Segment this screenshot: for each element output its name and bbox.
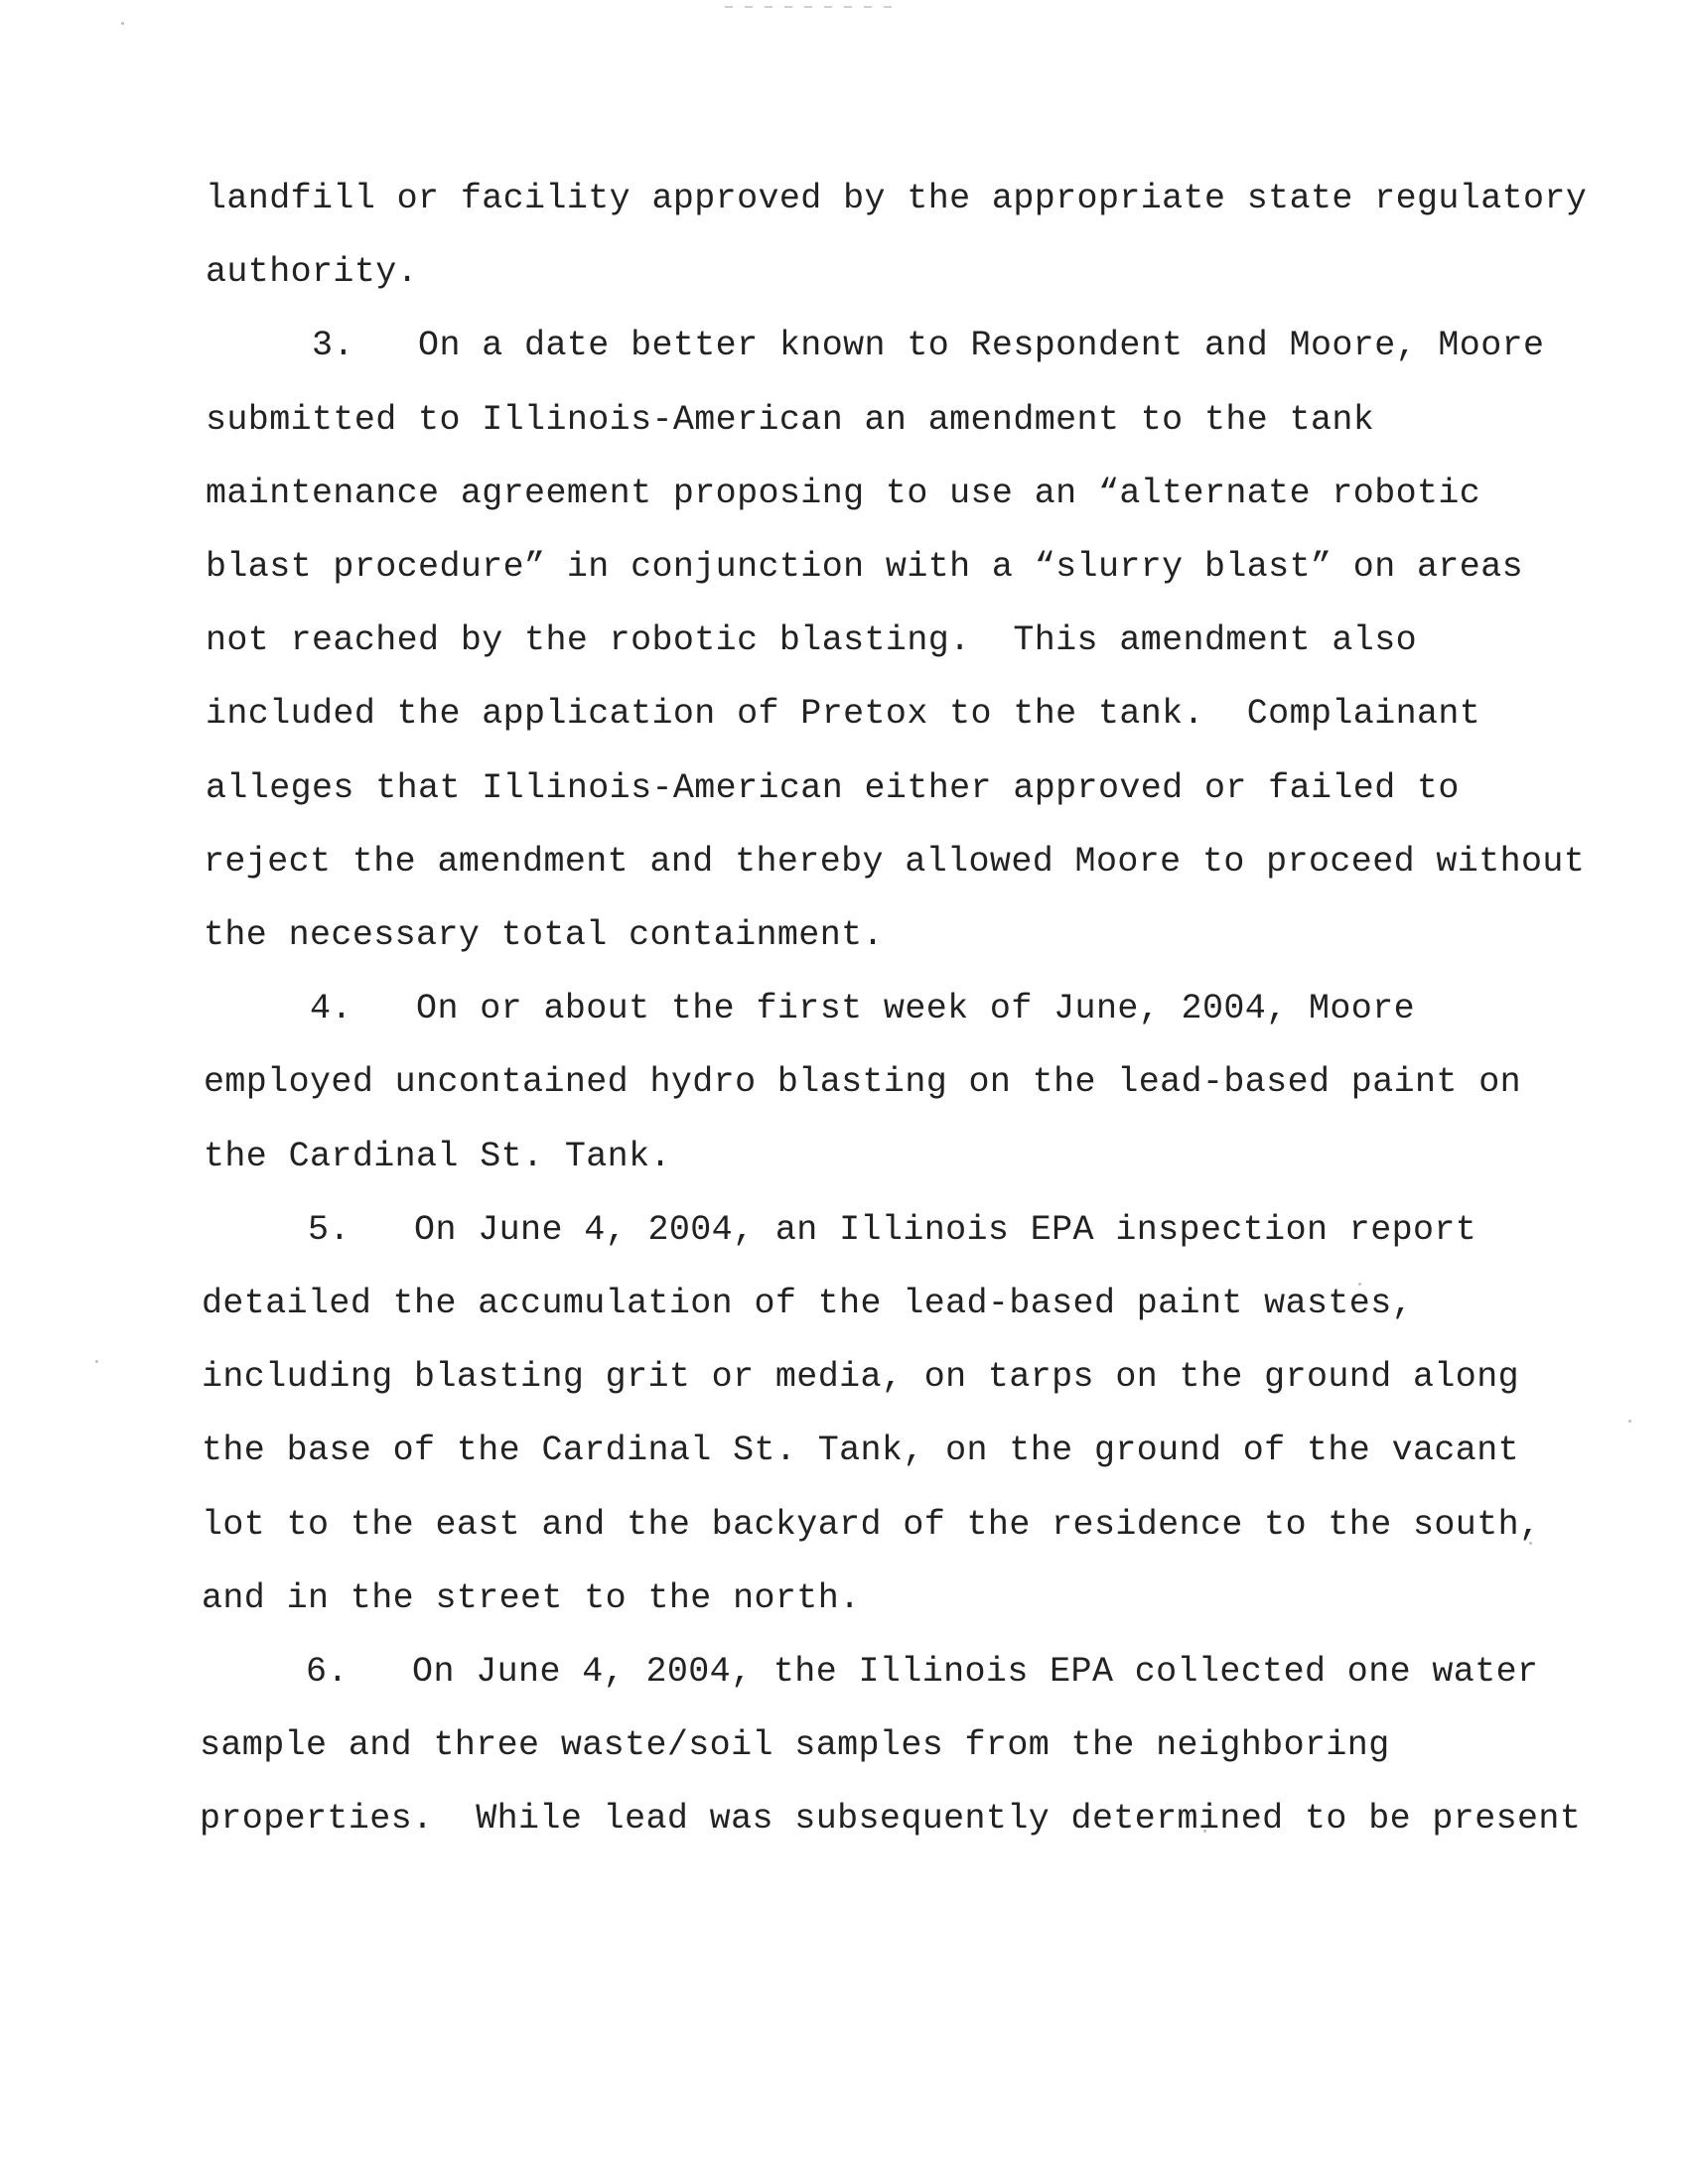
paragraph-4-line: 4. On or about the first week of June, 2004, Moore: [204, 989, 1415, 1028]
text-line: maintenance agreement proposing to use an “alternate robotic: [206, 474, 1481, 513]
text-line: included the application of Pretox to the tank. Complainant: [206, 694, 1481, 734]
text-line: lot to the east and the backyard of the residence to the south,: [202, 1505, 1541, 1545]
text-line: landfill or facility approved by the appropriate state regulatory: [206, 179, 1588, 218]
text-line: blast procedure” in conjunction with a “slurry blast” on areas: [206, 547, 1524, 587]
text-line: and in the street to the north.: [202, 1578, 861, 1618]
text-line: the necessary total containment.: [204, 915, 884, 955]
text-line: not reached by the robotic blasting. This amendment also: [206, 620, 1417, 660]
text-line: submitted to Illinois-American an amendment to the tank: [206, 400, 1375, 440]
scan-artifact: [725, 6, 904, 8]
text-line: including blasting grit or media, on tarps on the ground along: [202, 1357, 1520, 1397]
scan-speck: [121, 22, 124, 25]
text-line: properties. While lead was subsequently determined to be present: [200, 1799, 1582, 1839]
paragraph-6-line: 6. On June 4, 2004, the Illinois EPA collected one water: [200, 1652, 1539, 1692]
text-line: reject the amendment and thereby allowed Moore to proceed without: [204, 842, 1586, 882]
paragraph-5-line: 5. On June 4, 2004, an Illinois EPA inspection report: [202, 1210, 1477, 1250]
text-line: authority.: [206, 252, 419, 292]
scan-speck: [1628, 1420, 1631, 1423]
text-line: sample and three waste/soil samples from the neighboring: [200, 1725, 1390, 1765]
text-line: employed uncontained hydro blasting on the lead-based paint on: [204, 1062, 1522, 1102]
text-line: detailed the accumulation of the lead-based paint wastes,: [202, 1284, 1413, 1323]
paragraph-3-line: 3. On a date better known to Respondent and Moore, Moore: [206, 326, 1545, 365]
scan-speck: [95, 1360, 98, 1363]
text-line: the base of the Cardinal St. Tank, on the ground of the vacant: [202, 1431, 1520, 1470]
text-line: alleges that Illinois-American either approved or failed to: [206, 768, 1460, 808]
text-line: the Cardinal St. Tank.: [204, 1137, 671, 1176]
